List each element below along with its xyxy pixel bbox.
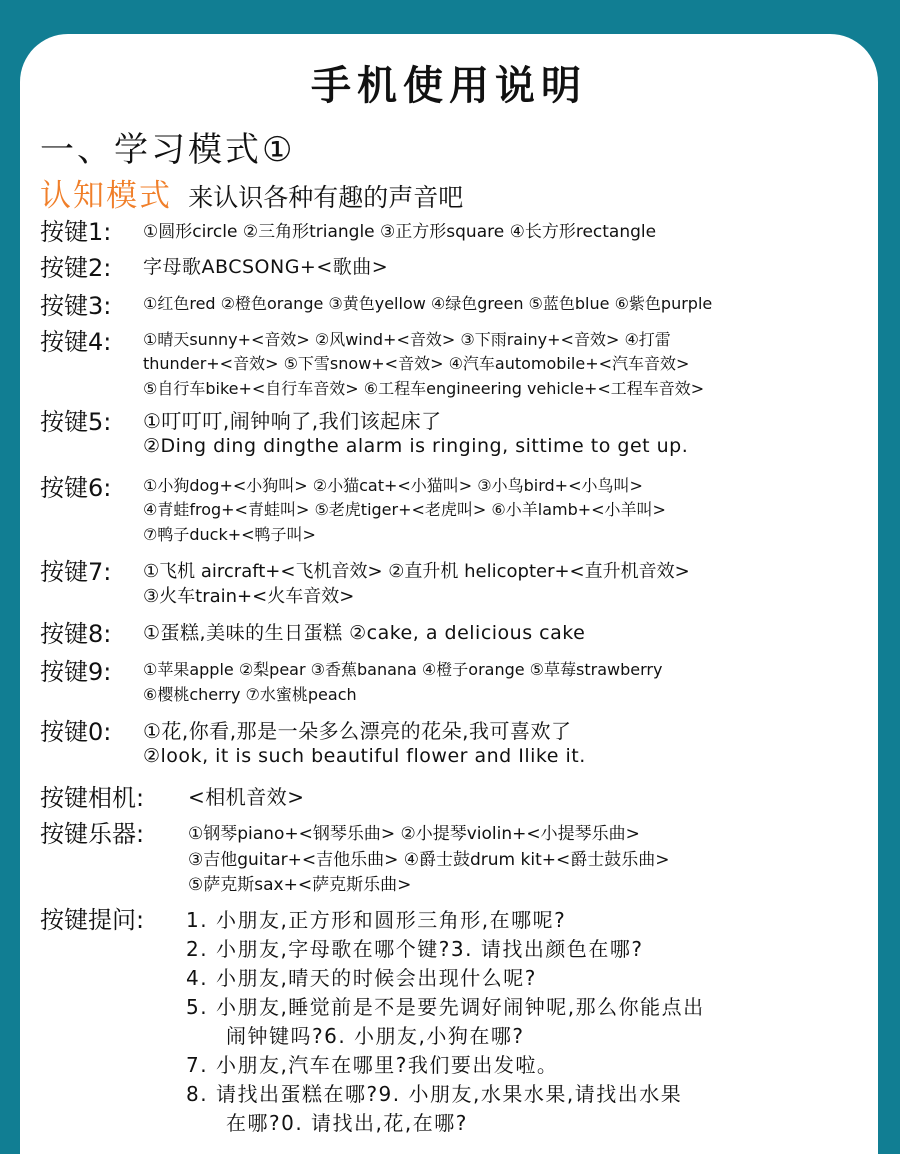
key-9-line-2: ⑥樱桃cherry ⑦水蜜桃peach bbox=[143, 685, 357, 704]
key-0-line-2: ②look, it is such beautiful flower and Ilike it. bbox=[143, 745, 586, 767]
key-camera-label: 按键相机: bbox=[40, 784, 145, 812]
key-6-line-1: ①小狗dog+<小狗叫> ②小猫cat+<小猫叫> ③小鸟bird+<小鸟叫> bbox=[143, 476, 643, 495]
key-question-label: 按键提问: bbox=[40, 906, 145, 934]
key-0-line-1: ①花,你看,那是一朵多么漂亮的花朵,我可喜欢了 bbox=[143, 719, 572, 743]
key-2-line: 字母歌ABCSONG+<歌曲> bbox=[143, 256, 389, 278]
key-1-label: 按键1: bbox=[40, 218, 112, 246]
question-line-4: 5. 小朋友,睡觉前是不是要先调好闹钟呢,那么你能点出 bbox=[186, 995, 705, 1019]
question-line-6: 7. 小朋友,汽车在哪里?我们要出发啦。 bbox=[186, 1053, 559, 1077]
key-7-line-1: ①飞机 aircraft+<飞机音效> ②直升机 helicopter+<直升机音效> bbox=[143, 561, 690, 582]
key-instrument-line-2: ③吉他guitar+<吉他乐曲> ④爵士鼓drum kit+<爵士鼓乐曲> bbox=[188, 850, 670, 870]
key-instrument-line-3: ⑤萨克斯sax+<萨克斯乐曲> bbox=[188, 875, 412, 895]
key-0-label: 按键0: bbox=[40, 718, 112, 746]
section-heading: 一、学习模式① bbox=[40, 130, 296, 170]
key-3-line: ①红色red ②橙色orange ③黄色yellow ④绿色green ⑤蓝色blue ⑥紫色purple bbox=[143, 294, 713, 313]
key-9-line-1: ①苹果apple ②梨pear ③香蕉banana ④橙子orange ⑤草莓strawberry bbox=[143, 660, 663, 679]
question-line-3: 4. 小朋友,晴天的时候会出现什么呢? bbox=[186, 966, 537, 990]
key-instrument-line-1: ①钢琴piano+<钢琴乐曲> ②小提琴violin+<小提琴乐曲> bbox=[188, 824, 640, 844]
manual-card bbox=[20, 34, 878, 1154]
key-4-line-1: ①晴天sunny+<音效> ②风wind+<音效> ③下雨rainy+<音效> ④打雷 bbox=[143, 330, 671, 349]
mode-heading bbox=[40, 170, 463, 215]
key-instrument-label: 按键乐器: bbox=[40, 820, 145, 848]
mode-description: 来认识各种有趣的声音吧 bbox=[188, 183, 464, 212]
key-8-label: 按键8: bbox=[40, 620, 112, 648]
key-camera-line: <相机音效> bbox=[188, 785, 305, 809]
key-5-line-1: ①叮叮叮,闹钟响了,我们该起床了 bbox=[143, 409, 442, 433]
key-5-label: 按键5: bbox=[40, 408, 112, 436]
question-line-5: 闹钟键吗?6. 小朋友,小狗在哪? bbox=[226, 1024, 525, 1048]
key-6-line-3: ⑦鸭子duck+<鸭子叫> bbox=[143, 525, 316, 544]
question-line-7: 8. 请找出蛋糕在哪?9. 小朋友,水果水果,请找出水果 bbox=[186, 1082, 683, 1106]
key-5-line-2: ②Ding ding dingthe alarm is ringing, sittime to get up. bbox=[143, 435, 689, 457]
key-4-line-2: thunder+<音效> ⑤下雪snow+<音效> ④汽车automobile+<汽车音效> bbox=[143, 354, 690, 373]
question-line-2: 2. 小朋友,字母歌在哪个键?3. 请找出颜色在哪? bbox=[186, 937, 644, 961]
key-7-line-2: ③火车train+<火车音效> bbox=[143, 586, 355, 607]
key-7-label: 按键7: bbox=[40, 558, 112, 586]
question-line-8: 在哪?0. 请找出,花,在哪? bbox=[226, 1111, 468, 1135]
page-title: 手机使用说明 bbox=[311, 63, 587, 109]
key-9-label: 按键9: bbox=[40, 658, 112, 686]
key-4-line-3: ⑤自行车bike+<自行车音效> ⑥工程车engineering vehicle+<工程车音效> bbox=[143, 379, 705, 398]
key-6-label: 按键6: bbox=[40, 474, 112, 502]
key-8-line: ①蛋糕,美味的生日蛋糕 ②cake, a delicious cake bbox=[143, 622, 586, 644]
key-1-line: ①圆形circle ②三角形triangle ③正方形square ④长方形rectangle bbox=[143, 222, 657, 242]
key-6-line-2: ④青蛙frog+<青蛙叫> ⑤老虎tiger+<老虎叫> ⑥小羊lamb+<小羊叫> bbox=[143, 500, 666, 519]
key-4-label: 按键4: bbox=[40, 328, 112, 356]
key-2-label: 按键2: bbox=[40, 254, 112, 282]
mode-label: 认知模式 bbox=[40, 178, 172, 214]
key-3-label: 按键3: bbox=[40, 292, 112, 320]
question-line-1: 1. 小朋友,正方形和圆形三角形,在哪呢? bbox=[186, 908, 567, 932]
